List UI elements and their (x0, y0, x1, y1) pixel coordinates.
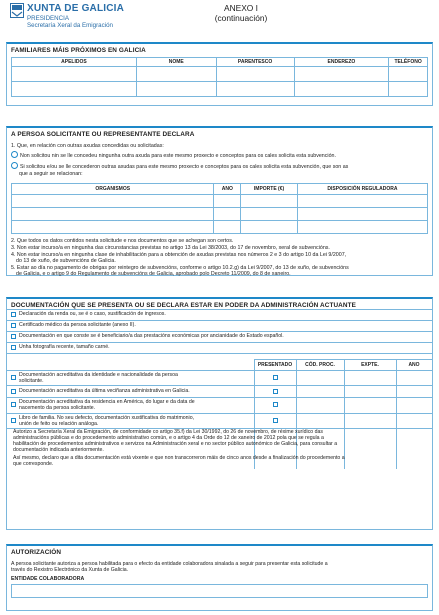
radio-button[interactable] (11, 151, 18, 158)
radio-button[interactable] (11, 162, 18, 169)
col-ano: ANO (214, 184, 241, 195)
table-row (12, 195, 428, 208)
brand-sub1: PRESIDENCIA (27, 15, 69, 22)
checkbox[interactable] (11, 389, 16, 394)
familiares-table (11, 57, 428, 97)
opt2-label-b: que a seguir se relacionan: (19, 170, 83, 177)
opt2-label-a: Si solicitou e/ou se lle concederon outras axudas para este mesmo proxecto e conceptos para os cales solicita esta subvención, que son as (20, 164, 349, 170)
checkbox[interactable] (11, 402, 16, 407)
checkbox[interactable] (11, 345, 16, 350)
entidade-colaboradora-label: ENTIDADE COLABORADORA (11, 576, 85, 582)
input-cell[interactable] (214, 208, 241, 221)
entidade-colaboradora-field[interactable] (11, 584, 428, 598)
autorizacion-section (6, 544, 433, 611)
decl-line-2: que corresponde. (13, 461, 54, 467)
documentacion-title: DOCUMENTACIÓN QUE SE PRESENTA OU SE DECLARA ESTAR EN PODER DA ADMINISTRACIÓN ACTUANTE (11, 302, 356, 309)
familiares-title: FAMILIARES MÁIS PRÓXIMOS EN GALICIA (11, 47, 146, 54)
doc-residencia-a: Documentación acreditativa da residencia en América, do lugar e da data de (19, 399, 195, 405)
col-apelidos: APELIDOS (12, 58, 137, 67)
declara-q1: 1. Que, en relación con outras axudas concedidas ou solicitadas: (11, 143, 164, 149)
table-row (12, 67, 428, 82)
declara-p4b: do 13 de xuño, de subvencións de Galicia. (16, 258, 116, 264)
input-cell[interactable] (297, 208, 427, 221)
input-cell[interactable] (241, 221, 298, 234)
input-cell[interactable] (297, 195, 427, 208)
col-telefono: TELÉFONO (389, 58, 428, 67)
declara-p3: 3. Non estar incurso/a en ningunha das circunstancias previstas no artigo 13 da Lei 38/2003, do 17 de novembro, xeral de subvencións. (11, 245, 330, 251)
input-cell[interactable] (241, 195, 298, 208)
col-importe: IMPORTE (€) (241, 184, 298, 195)
col-cod-proc: CÓD. PROC. (305, 362, 335, 368)
doc-identidade-b: solicitante. (19, 378, 44, 384)
col-organismos: ORGANISMOS (12, 184, 214, 195)
input-cell[interactable] (294, 82, 389, 97)
opt1-label: Non solicitou nin se lle concedeu ningunha outra axuda para este mesmo proxecto e conceptos para os cales solicita esta subvención. (20, 153, 336, 159)
input-cell[interactable] (12, 208, 214, 221)
input-cell[interactable] (12, 221, 214, 234)
autorizacion-text-2: través do Rexistro Electrónico da Xunta de Galicia. (11, 567, 129, 573)
declara-p4a: 4. Non estar incurso/a en ningunha clase de inhabilitación para a obtención de axudas previstas nos números 2 e 3 do artigo 10 da Lei 9/2007, (11, 252, 347, 258)
doc-identidade-a: Documentación acreditativa da identidade e nacionalidade da persoa (19, 372, 178, 378)
input-cell[interactable] (12, 67, 137, 82)
input-cell[interactable] (389, 82, 428, 97)
checkbox[interactable] (11, 375, 16, 380)
brand-name: XUNTA DE GALICIA (27, 3, 125, 14)
presentado-checkbox[interactable] (273, 402, 278, 407)
input-cell[interactable] (216, 67, 294, 82)
col-presentado: PRESENTADO (257, 362, 293, 368)
xunta-logo-icon (10, 3, 24, 18)
col-expte: EXPTE. (361, 362, 379, 368)
documentacion-section (6, 297, 433, 530)
declara-section (6, 126, 433, 276)
col-parentesco: PARENTESCO (216, 58, 294, 67)
input-cell[interactable] (297, 221, 427, 234)
table-row (12, 221, 428, 234)
auth-line-3: habilitación de procedementos administrativos e servizos na Administración xeral e no sector público autonómico de Galicia, para consultar a (13, 441, 338, 447)
input-cell[interactable] (216, 82, 294, 97)
checkbox[interactable] (11, 312, 16, 317)
col-disposicion: DISPOSICIÓN REGULADORA (297, 184, 427, 195)
doc-residencia-b: nacemento da persoa solicitante. (19, 405, 96, 411)
input-cell[interactable] (12, 195, 214, 208)
auth-line-1: Autorizo a Secretaría Xeral da Emigración, de conformidade co artigo 35.f) da Lei 30/1992, do 26 de novembro, de réxime xurídico das (13, 429, 323, 435)
input-cell[interactable] (136, 82, 216, 97)
annex-title (196, 3, 286, 23)
autorizacion-text-1: A persoa solicitante autoriza a persoa habilitada para o efecto da entidade colaboradora sinalada a seguir para presentar esta solicitude a (11, 561, 328, 567)
declara-p5b: de Galicia, e o artigo 9 do Regulamento de subvencións de Galicia, aprobado polo Decreto 11/2009, do 8 de xaneiro. (16, 271, 291, 277)
organismos-table (11, 183, 428, 234)
autorizacion-title: AUTORIZACIÓN (11, 549, 62, 556)
declara-p5a: 5. Estar ao día no pagamento de obrigas por reintegro de subvencións, conforme o artigo 10.2.g) da Lei 9/2007, do 13 de xuño, de subvencións (11, 265, 349, 271)
col-enderezo: ENDEREZO (294, 58, 389, 67)
declara-opt2 (11, 162, 431, 177)
input-cell[interactable] (214, 195, 241, 208)
page-header (0, 0, 439, 38)
auth-line-4: documentación indicada anteriormente. (13, 447, 104, 453)
annex-label: ANEXO I (224, 3, 258, 13)
doc-item-prestacions: Documentación en que conste se é beneficiario/a das prestacións económicas por ancianidade do Estado español. (19, 333, 284, 339)
declara-title: A PERSOA SOLICITANTE OU REPRESENTANTE DECLARA (11, 131, 195, 138)
col-ano-doc: ANO (408, 362, 420, 368)
checkbox[interactable] (11, 323, 16, 328)
doc-item-certificado: Certificado médico da persoa solicitante (anexo II). (19, 322, 136, 328)
auth-line-2: administracións públicas e do procedemento administrativo común, e o artigo 4 da Orde do 12 de xaneiro de 2012 pola que se regula a (13, 435, 324, 441)
input-cell[interactable] (136, 67, 216, 82)
decl-line-1: Así mesmo, declaro que a dita documentación está vixente e que non transcorreron máis de cinco anos desde a finalización do procedemento a (13, 455, 345, 461)
input-cell[interactable] (12, 82, 137, 97)
brand-sub2: Secretaría Xeral da Emigración (27, 22, 113, 29)
input-cell[interactable] (389, 67, 428, 82)
doc-libro-a: Libro de familia. No seu defecto, documentación xustificativa do matrimonio, (19, 415, 195, 421)
doc-item-fotografia: Unha fotografía recente, tamaño carné. (19, 344, 110, 350)
input-cell[interactable] (294, 67, 389, 82)
doc-libro-b: unión de feito ou relación análoga. (19, 421, 99, 427)
presentado-checkbox[interactable] (273, 375, 278, 380)
table-row (12, 208, 428, 221)
checkbox[interactable] (11, 418, 16, 423)
input-cell[interactable] (241, 208, 298, 221)
col-nome: NOME (136, 58, 216, 67)
familiares-section (6, 42, 433, 106)
presentado-checkbox[interactable] (273, 418, 278, 423)
declara-opt1 (11, 151, 336, 160)
doc-item-renda: Declaración da renda ou, se é o caso, xustificación de ingresos. (19, 311, 166, 317)
input-cell[interactable] (214, 221, 241, 234)
brand-block (27, 3, 124, 29)
doc-veciñanza: Documentación acreditativa da última veciñanza administrativa en Galicia. (19, 388, 190, 394)
table-row (12, 82, 428, 97)
checkbox[interactable] (11, 334, 16, 339)
presentado-checkbox[interactable] (273, 389, 278, 394)
declara-p2: 2. Que todos os datos contidos nesta solicitude e nos documentos que se achegan son certos. (11, 238, 234, 244)
annex-continuation: (continuación) (214, 13, 268, 23)
